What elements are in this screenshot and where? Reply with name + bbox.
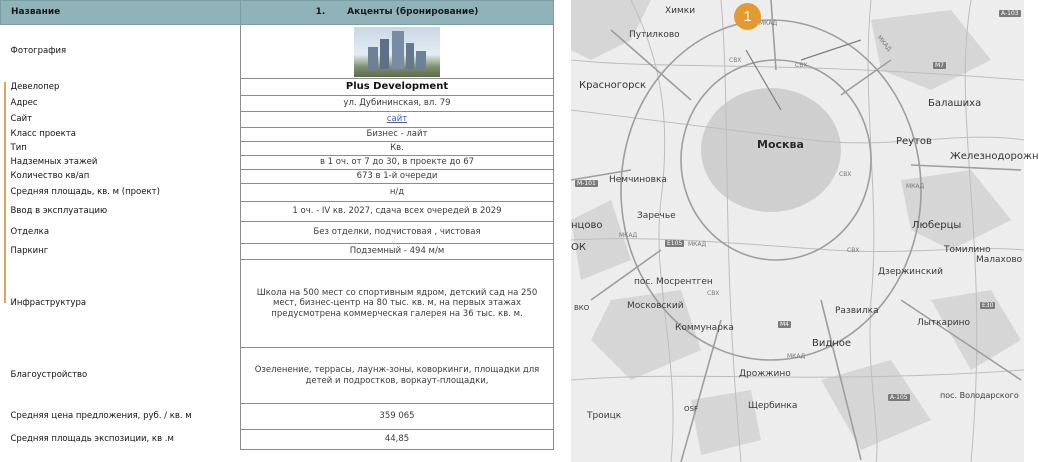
row-label: Фотография: [10, 46, 67, 57]
parking-value: Подземный - 494 м/м: [241, 244, 554, 260]
landscaping-value: Озеленение, террасы, лаунж-зоны, коворкинги, площадки для детей и подростков, воркаут-площадки,: [241, 348, 554, 404]
road-label: МКАД: [906, 183, 925, 190]
map-label-mosrentgen: пос. Мосрентген: [634, 277, 713, 287]
road-label: СВХ: [795, 62, 808, 69]
row-label: Класс проекта: [10, 129, 76, 140]
table-header-row: [1, 1, 554, 25]
map-label-intsovo: нцово: [571, 220, 603, 231]
table-row: [1, 25, 554, 79]
map-label-vnukovo: ВКО: [574, 304, 590, 312]
project-marker[interactable]: 1: [734, 3, 761, 30]
finish-value: Без отделки, подчистовая , чистовая: [241, 222, 554, 244]
map-label-razvilka: Развилка: [835, 306, 879, 316]
road-label: МКАД: [688, 241, 707, 248]
row-label: Ввод в эксплуатацию: [10, 206, 108, 217]
table-row: [1, 222, 554, 244]
table-row: [1, 430, 554, 450]
type-value: Кв.: [241, 142, 554, 156]
section-accent-bar: [4, 82, 6, 303]
road-label: МКАД: [619, 232, 638, 239]
row-label: Инфраструктура: [10, 298, 87, 309]
map-label-putilkovo: Путилково: [629, 30, 680, 40]
road-label: СВХ: [839, 171, 852, 178]
map-label-drozhzhino: Дрожжино: [739, 369, 791, 379]
map-label-shcherbinka: Щербинка: [748, 401, 798, 411]
map-label-ok: ОК: [571, 242, 586, 253]
road-badge: М4: [780, 321, 789, 328]
map-label-krasnogorsk: Красногорск: [579, 80, 646, 91]
map-label-zarechye: Заречье: [637, 211, 676, 221]
map-label-osf: OSF: [684, 405, 698, 413]
developer-value: Plus Development: [241, 79, 554, 96]
map-panel[interactable]: [571, 0, 1039, 462]
table-row: [1, 348, 554, 404]
units-value: 673 в 1-й очереди: [241, 170, 554, 184]
project-name: 1. Акценты (бронирование): [241, 1, 554, 25]
map-label-tomilino: Томилино: [944, 245, 991, 255]
table-row: [1, 142, 554, 156]
map-label-kommunarka: Коммунарка: [675, 323, 734, 333]
road-label: СВХ: [729, 57, 742, 64]
site-cell: [241, 112, 554, 128]
map-label-lytkarino: Лыткарино: [917, 318, 971, 328]
table-row: [1, 260, 554, 348]
map-label-zheleznodorozhny: Железнодорожн: [950, 151, 1039, 162]
map-label-volodarsky: пос. Володарского: [940, 391, 1019, 400]
avg-area-value: н/д: [241, 184, 554, 202]
row-label: Паркинг: [10, 246, 49, 257]
class-value: Бизнес - лайт: [241, 128, 554, 142]
table-row: [1, 79, 554, 96]
map-label-moskovsky: Московский: [627, 301, 684, 311]
road-badge: A-105: [890, 394, 908, 401]
map-label-dzerzhinsky: Дзержинский: [878, 267, 943, 277]
row-label: Тип: [10, 143, 27, 154]
row-label: Средняя площадь, кв. м (проект): [10, 187, 160, 198]
road-label: МКАД: [759, 20, 778, 27]
avg-price-value: 359 065: [241, 404, 554, 430]
map-label-vidnoe: Видное: [812, 338, 852, 349]
table-row: [1, 404, 554, 430]
table-row: [1, 156, 554, 170]
project-photo: [354, 27, 440, 77]
map-label-khimki: Химки: [665, 6, 696, 16]
row-label: Девелопер: [10, 81, 60, 92]
completion-value: 1 оч. - IV кв. 2027, сдача всех очередей в 2029: [241, 202, 554, 222]
map-label-moskva: Москва: [757, 138, 804, 151]
row-label: Средняя цена предложения, руб. / кв. м: [10, 411, 192, 422]
table-row: [1, 202, 554, 222]
exposition-area-value: 44,85: [241, 430, 554, 450]
address-value: ул. Дубининская, вл. 79: [241, 96, 554, 112]
road-label: МКАД: [875, 34, 893, 53]
row-label: Надземных этажей: [10, 157, 98, 168]
row-label: Средняя площадь экспозиции, кв .м: [10, 434, 174, 445]
row-label: Количество кв/ап: [10, 171, 90, 182]
map-label-balashikha: Балашиха: [928, 98, 982, 109]
table-row: [1, 184, 554, 202]
road-badge: М7: [935, 62, 944, 69]
map-label-troitsk: Троицк: [587, 411, 622, 421]
map-label-malakhovka: Малахово: [976, 255, 1023, 265]
road-label: СВХ: [707, 290, 720, 297]
project-photo-cell: [241, 25, 554, 79]
row-label: Благоустройство: [10, 370, 88, 381]
road-badge: E105: [667, 240, 683, 247]
map-label-lyubertsy: Люберцы: [912, 220, 962, 231]
table-row: [1, 128, 554, 142]
table-row: [1, 244, 554, 260]
row-label: Сайт: [10, 114, 33, 125]
table-row: [1, 170, 554, 184]
table-row: [1, 96, 554, 112]
map-label-nemchinovka: Немчиновка: [609, 175, 667, 185]
road-label: СВХ: [847, 247, 860, 254]
road-badge: A-103: [1001, 10, 1019, 17]
road-badge: M-101: [577, 180, 596, 187]
site-link[interactable]: сайт: [386, 114, 408, 125]
table-row: [1, 112, 554, 128]
map-label-reutov: Реутов: [896, 136, 932, 147]
header-label: Название: [1, 1, 241, 25]
row-label: Отделка: [10, 227, 50, 238]
road-badge: E30: [982, 302, 994, 309]
infrastructure-value: Школа на 500 мест со спортивным ядром, детский сад на 250 мест, бизнес-центр на 80 тыс. кв. м, на первых этажах предусмотрена коммерческая галерея на 36 тыс. кв. м.: [241, 260, 554, 348]
floors-value: в 1 оч. от 7 до 30, в проекте до 67: [241, 156, 554, 170]
road-label: МКАД: [787, 353, 806, 360]
row-label: Адрес: [10, 98, 38, 109]
